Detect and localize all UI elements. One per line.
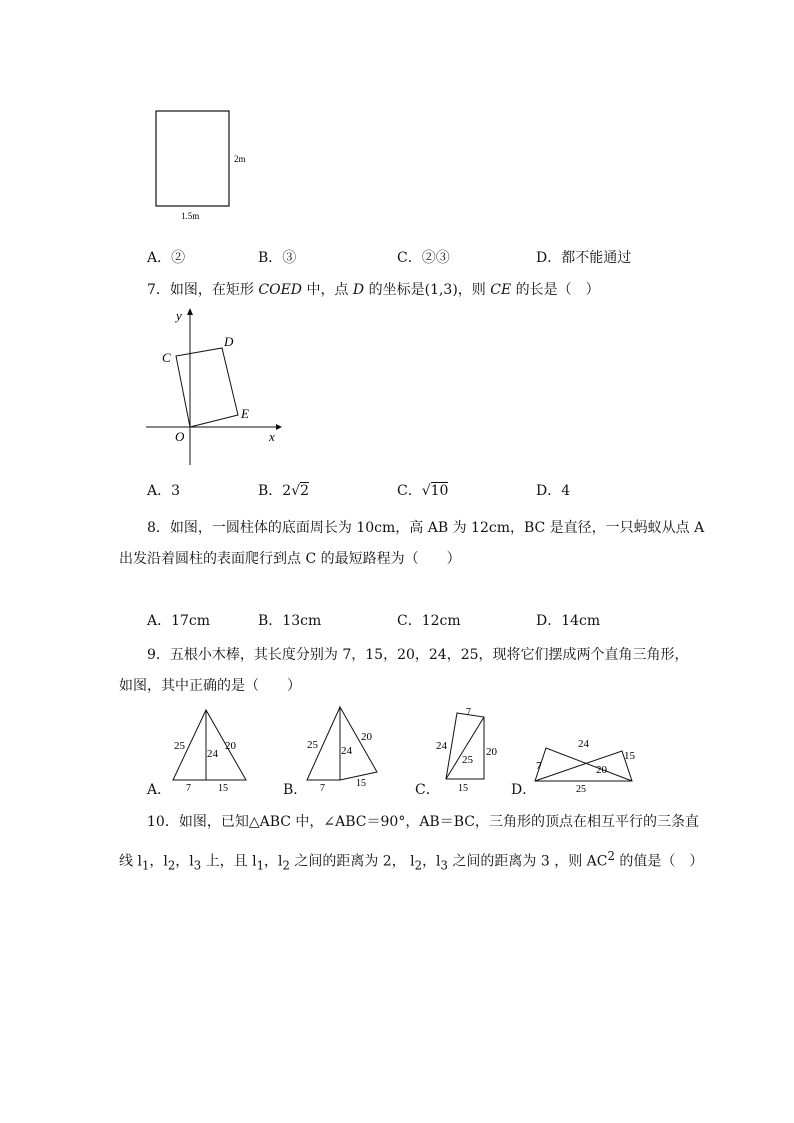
figure-b-label-7: 7 xyxy=(320,783,325,794)
q7-number: 7． xyxy=(147,282,170,298)
q10-sub-6: 2 xyxy=(414,858,423,873)
q7-option-c[interactable] xyxy=(397,481,448,501)
q7-text-4: 的长是（ ） xyxy=(511,282,600,298)
rectangle-shape xyxy=(156,111,229,206)
q7-text-1: 如图，在矩形 xyxy=(169,282,259,298)
q10-sub-4: 1 xyxy=(256,858,264,873)
q10-mid-5: 之间的距离为 3 ，则 AC xyxy=(447,853,608,870)
figure-b-label-25: 25 xyxy=(307,739,318,751)
rectangle-width-label: 1.5m xyxy=(181,211,200,221)
q7-var-coed: COED xyxy=(258,282,303,298)
q8-question-line-2: 出发沿着圆柱的表面爬行到点 C 的最短路程为（ ） xyxy=(119,551,461,567)
q10-sup: 2 xyxy=(607,849,615,863)
figure-d-label-25: 25 xyxy=(576,784,586,795)
q10-mid-4: ，l xyxy=(422,853,441,870)
q7-option-c-prefix: C． xyxy=(397,483,422,499)
figure-b-label-24: 24 xyxy=(341,745,352,757)
q8-question-line-1: 8．如图，一圆柱体的底面周长为 10cm，高 AB 为 12cm，BC 是直径，一只蚂蚁从点 A xyxy=(147,520,705,536)
q10-question-line-2 xyxy=(119,846,703,875)
figure-b-label-20: 20 xyxy=(361,731,372,743)
q10-sub-5: 2 xyxy=(282,858,290,873)
q7-option-d[interactable]: D．4 xyxy=(536,483,571,499)
q10-text-a: 线 l xyxy=(119,853,142,870)
figure-d-right-triangle xyxy=(535,751,632,781)
figure-c-label-25: 25 xyxy=(462,754,473,766)
q10-sep-1: ，l xyxy=(149,853,168,870)
y-axis-arrow xyxy=(187,308,193,315)
q8-option-d[interactable]: D．14cm xyxy=(536,613,601,629)
q8-option-a[interactable]: A．17cm xyxy=(147,613,211,629)
q6-option-a[interactable]: A．② xyxy=(147,250,186,266)
figure-d-label-20: 20 xyxy=(596,764,607,776)
figure-d-label-24: 24 xyxy=(578,738,589,750)
q7-var-ce: CE xyxy=(490,282,512,298)
q9-figure-b[interactable] xyxy=(302,702,384,794)
rectangle-figure xyxy=(150,105,260,225)
rectangle-height-label: 2m xyxy=(234,154,246,164)
figure-c-label-7: 7 xyxy=(466,707,471,718)
x-axis-label: x xyxy=(269,429,275,444)
figure-a-label-15: 15 xyxy=(218,783,228,794)
q9-question-line-1: 9．五根小木棒，其长度分别为 7，15，20，24，25，现将它们摆成两个直角三角形， xyxy=(147,647,689,663)
q6-option-b[interactable]: B．③ xyxy=(258,250,297,266)
point-c-label: C xyxy=(162,350,171,365)
q7-text-3: 的坐标是(1,3)，则 xyxy=(364,282,491,298)
q7-option-b[interactable] xyxy=(258,481,309,501)
figure-b-right-triangle xyxy=(340,707,377,780)
q10-end: 的值是（ ） xyxy=(614,853,704,870)
q10-sep-2: ，l xyxy=(175,853,194,870)
figure-a-label-24: 24 xyxy=(207,748,218,760)
q10-mid-3: 之间的距离为 2， l xyxy=(289,853,415,870)
figure-c-label-15: 15 xyxy=(458,783,468,794)
figure-c-label-20: 20 xyxy=(486,746,497,758)
figure-c-label-24: 24 xyxy=(436,740,447,752)
q7-option-b-prefix: B．2 xyxy=(258,483,292,499)
q9-figure-c[interactable] xyxy=(432,703,502,795)
q10-sub-2: 2 xyxy=(167,858,176,873)
q9-figure-a[interactable] xyxy=(168,705,253,795)
figure-d-label-15: 15 xyxy=(624,750,635,762)
q9-option-a-letter[interactable]: A． xyxy=(147,782,172,798)
q10-mid-2: ，l xyxy=(263,853,283,870)
q9-option-c-letter[interactable]: C． xyxy=(415,782,440,798)
q7-option-a[interactable]: A．3 xyxy=(147,483,181,499)
q7-option-c-radicand: 10 xyxy=(430,483,449,499)
q8-option-b[interactable]: B．13cm xyxy=(258,613,322,629)
figure-b-label-15: 15 xyxy=(356,778,366,789)
q10-sub-1: 1 xyxy=(141,858,150,873)
sqrt-icon: √ xyxy=(291,483,301,499)
q9-option-b-letter[interactable]: B． xyxy=(283,782,308,798)
rectangle-coed xyxy=(176,348,238,427)
q7-question xyxy=(147,280,600,300)
figure-c-diagonal xyxy=(446,717,484,779)
q9-option-d-letter[interactable]: D． xyxy=(511,782,537,798)
figure-a-label-20: 20 xyxy=(225,740,236,752)
q7-coordinate-figure xyxy=(140,303,290,468)
q10-mid-1: 上，且 l xyxy=(201,853,257,870)
y-axis-label: y xyxy=(176,308,182,323)
q7-option-b-radicand: 2 xyxy=(300,483,310,499)
sqrt-icon: √ xyxy=(421,483,431,499)
q10-sub-7: 3 xyxy=(440,858,448,873)
figure-a-label-25: 25 xyxy=(174,740,185,752)
q7-text-2: 中，点 xyxy=(302,282,353,298)
q7-var-d: D xyxy=(352,282,365,298)
q9-figure-d[interactable] xyxy=(530,733,645,795)
point-d-label: D xyxy=(224,334,234,349)
q8-option-c[interactable]: C．12cm xyxy=(397,613,461,629)
point-o-label: O xyxy=(175,429,185,444)
figure-a-label-7: 7 xyxy=(186,783,191,794)
x-axis-arrow xyxy=(276,424,282,430)
q6-option-c[interactable]: C．②③ xyxy=(397,250,450,266)
q9-question-line-2: 如图，其中正确的是（ ） xyxy=(119,678,301,694)
q10-question-line-1: 10．如图，已知△ABC 中，∠ABC＝90°，AB＝BC，三角形的顶点在相互平行的三条直 xyxy=(147,814,699,830)
figure-d-label-7: 7 xyxy=(536,760,542,772)
q6-option-d[interactable]: D．都不能通过 xyxy=(536,250,632,266)
q10-sub-3: 3 xyxy=(193,858,202,873)
point-e-label: E xyxy=(241,406,249,421)
